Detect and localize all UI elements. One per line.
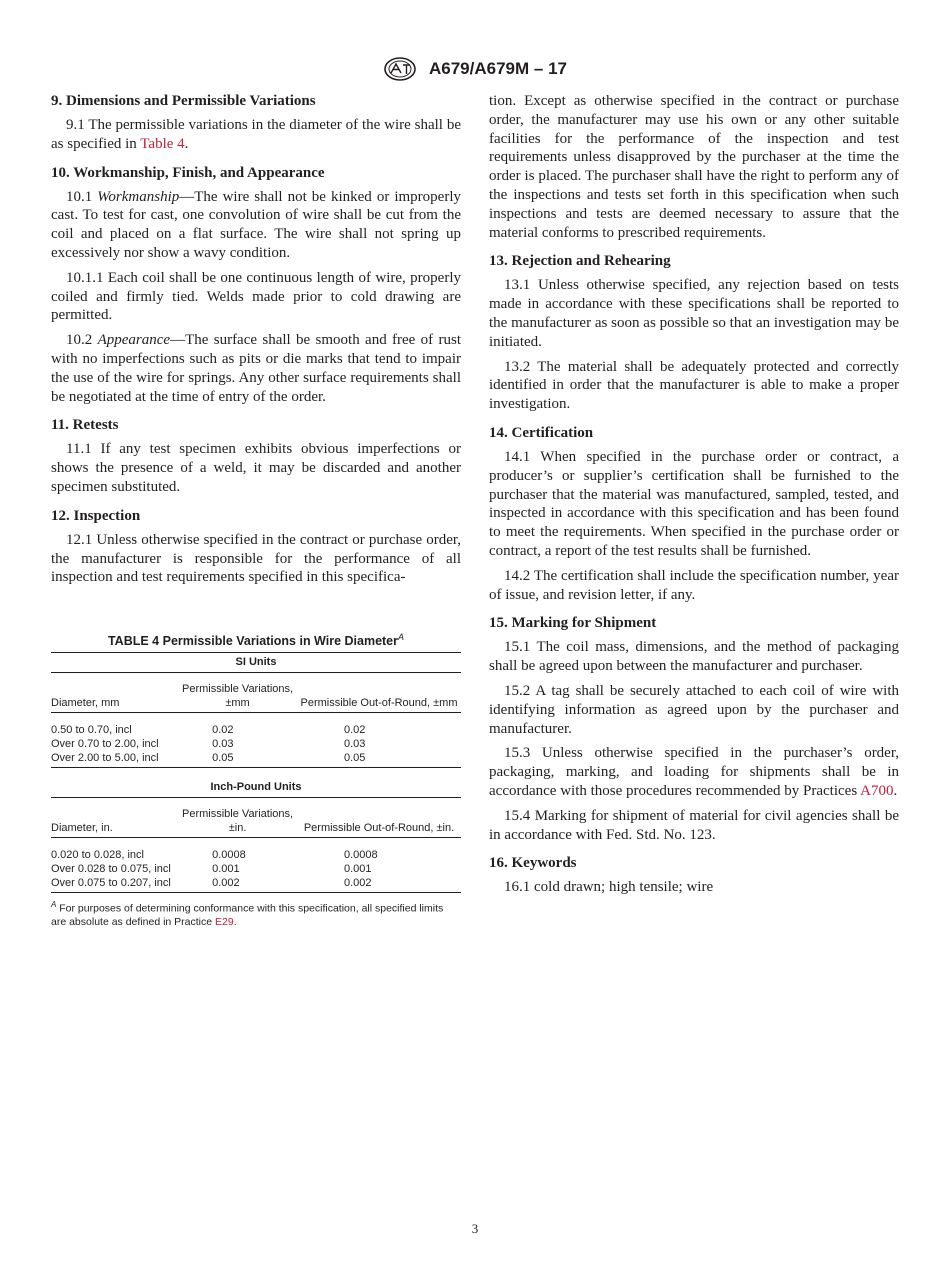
section-16 xyxy=(489,854,899,897)
section-13-title: 13. Rejection and Rehearing xyxy=(489,253,671,270)
para-9-1: 9.1 The permissible variations in the diameter of the wire shall be as specified in Table 4. xyxy=(51,117,461,152)
page-header xyxy=(0,57,950,81)
col-header: Permissible Variations, ±in. xyxy=(178,798,297,838)
section-10 xyxy=(51,164,461,407)
para-10-1-1: 10.1.1 Each coil shall be one continuous length of wire, properly coiled and firmly tied. Welds made prior to cold drawing are permitted. xyxy=(51,269,461,324)
section-15 xyxy=(489,614,899,844)
para-14-2: 14.2 The certification shall include the specification number, year of issue, and revision letter, if any. xyxy=(489,567,899,603)
si-units-heading: SI Units xyxy=(51,653,461,673)
col-header: Permissible Out-of-Round, ±mm xyxy=(297,673,461,713)
para-13-2: 13.2 The material shall be adequately protected and correctly identified in order that the manufacturer is able to make a proper investigation. xyxy=(489,358,899,413)
col-header: Permissible Variations, ±mm xyxy=(178,673,297,713)
table-footnote: $^A$ For purposes of determining conformance with this specification, all specified limits are absolute as defined in Practice E29. xyxy=(51,900,444,928)
left-column xyxy=(51,92,461,597)
para-13-1: 13.1 Unless otherwise specified, any rejection based on tests made in accordance with these specifications shall be reported to the manufacturer as soon as possible so that an investigation may be initiated. xyxy=(489,277,899,350)
col-header: Diameter, in. xyxy=(51,798,178,838)
col-header: Permissible Out-of-Round, ±in. xyxy=(297,798,461,838)
para-15-2: 15.2 A tag shall be securely attached to each coil of wire with identifying information as agreed upon by the purchaser and manufacturer. xyxy=(489,682,899,737)
section-16-title: 16. Keywords xyxy=(489,855,577,872)
right-column xyxy=(489,92,899,907)
e29-link[interactable]: E29 xyxy=(215,915,234,928)
table-4-link[interactable]: Table 4 xyxy=(140,135,185,152)
para-12-1: 12.1 Unless otherwise specified in the contract or purchase order, the manufacturer is responsible for the performance of all inspection and test requirements specified in this specifica- xyxy=(51,531,461,586)
section-14 xyxy=(489,424,899,604)
page-number: 3 xyxy=(471,1221,479,1236)
table-4-caption: TABLE 4 Permissible Variations in Wire Diameter$^A$ xyxy=(107,632,405,649)
table-4 xyxy=(51,632,461,929)
table-row: 0.020 to 0.028, incl 0.0008 0.0008 xyxy=(51,849,378,862)
para-15-4: 15.4 Marking for shipment of material for civil agencies shall be in accordance with Fed. Std. No. 123. xyxy=(489,807,899,843)
para-10-2: 10.2 Appearance—The surface shall be smooth and free of rust with no imperfections such as pits or die marks that tend to impair the use of the wire for springs. Any other surface requirements shall be negotiated at the time of entry of the order. xyxy=(51,332,461,405)
section-12-continued xyxy=(489,92,899,242)
table-4-grid xyxy=(51,652,461,893)
para-15-3: 15.3 Unless otherwise specified in the purchaser’s order, packaging, marking, and loading for shipments shall be in accordance with those procedures recommended by Practices A700. xyxy=(489,745,899,799)
section-15-title: 15. Marking for Shipment xyxy=(489,615,657,632)
para-10-1: 10.1 Workmanship—The wire shall not be kinked or improperly cast. To test for cast, one convolution of wire shall be cut from the coil and placed on a flat surface. The wire shall not spring up excessively nor show a wavy condition. xyxy=(51,188,461,261)
table-row: Over 0.075 to 0.207, incl 0.002 0.002 xyxy=(51,876,461,893)
table-row: Over 2.00 to 5.00, incl 0.05 0.05 xyxy=(51,751,461,768)
section-9 xyxy=(51,92,461,154)
para-11-1: 11.1 If any test specimen exhibits obvious imperfections or shows the presence of a weld, it may be discarded and another specimen substituted. xyxy=(51,441,461,495)
para-16-1: 16.1 cold drawn; high tensile; wire xyxy=(504,879,714,896)
section-13 xyxy=(489,252,899,414)
a700-link[interactable]: A700 xyxy=(860,782,894,799)
table-row: Over 0.028 to 0.075, incl 0.001 0.001 xyxy=(51,863,372,876)
table-row: 0.50 to 0.70, incl 0.02 0.02 xyxy=(51,724,366,737)
table-row: Over 0.70 to 2.00, incl 0.03 0.03 xyxy=(51,738,366,751)
section-9-title: 9. Dimensions and Permissible Variations xyxy=(51,93,316,109)
section-10-title: 10. Workmanship, Finish, and Appearance xyxy=(51,164,325,181)
section-11 xyxy=(51,416,461,496)
para-12-1-continued: tion. Except as otherwise specified in the contract or purchase order, the manufacturer may use his own or any other suitable facilities for the performance of the inspection and test requirements unless disapproved by the purchaser at the time the order is placed. The purchaser shall have the right to perform any of the inspections and tests set forth in this specification when such inspections and tests are deemed necessary to assure that the material conforms to prescribed requirements. xyxy=(489,93,899,241)
section-12 xyxy=(51,507,461,587)
para-15-1: 15.1 The coil mass, dimensions, and the method of packaging shall be agreed upon between the manufacturer and purchaser. xyxy=(489,639,899,675)
section-11-title: 11. Retests xyxy=(51,417,119,434)
document-id: A679/A679M – 17 xyxy=(429,59,567,78)
col-header: Diameter, mm xyxy=(51,673,178,713)
para-14-1: 14.1 When specified in the purchase order or contract, a producer’s or supplier’s certification shall be furnished to the purchaser that the material was manufactured, sampled, tested, and inspected in accordance with this specification and has been found to meet the requirements. When specified in the purchase order or contract, a report of the test results shall be furnished. xyxy=(489,448,899,559)
section-14-title: 14. Certification xyxy=(489,424,594,441)
astm-logo-icon xyxy=(383,57,417,81)
section-12-title: 12. Inspection xyxy=(51,507,141,524)
inch-pound-units-heading: Inch-Pound Units xyxy=(51,768,461,798)
